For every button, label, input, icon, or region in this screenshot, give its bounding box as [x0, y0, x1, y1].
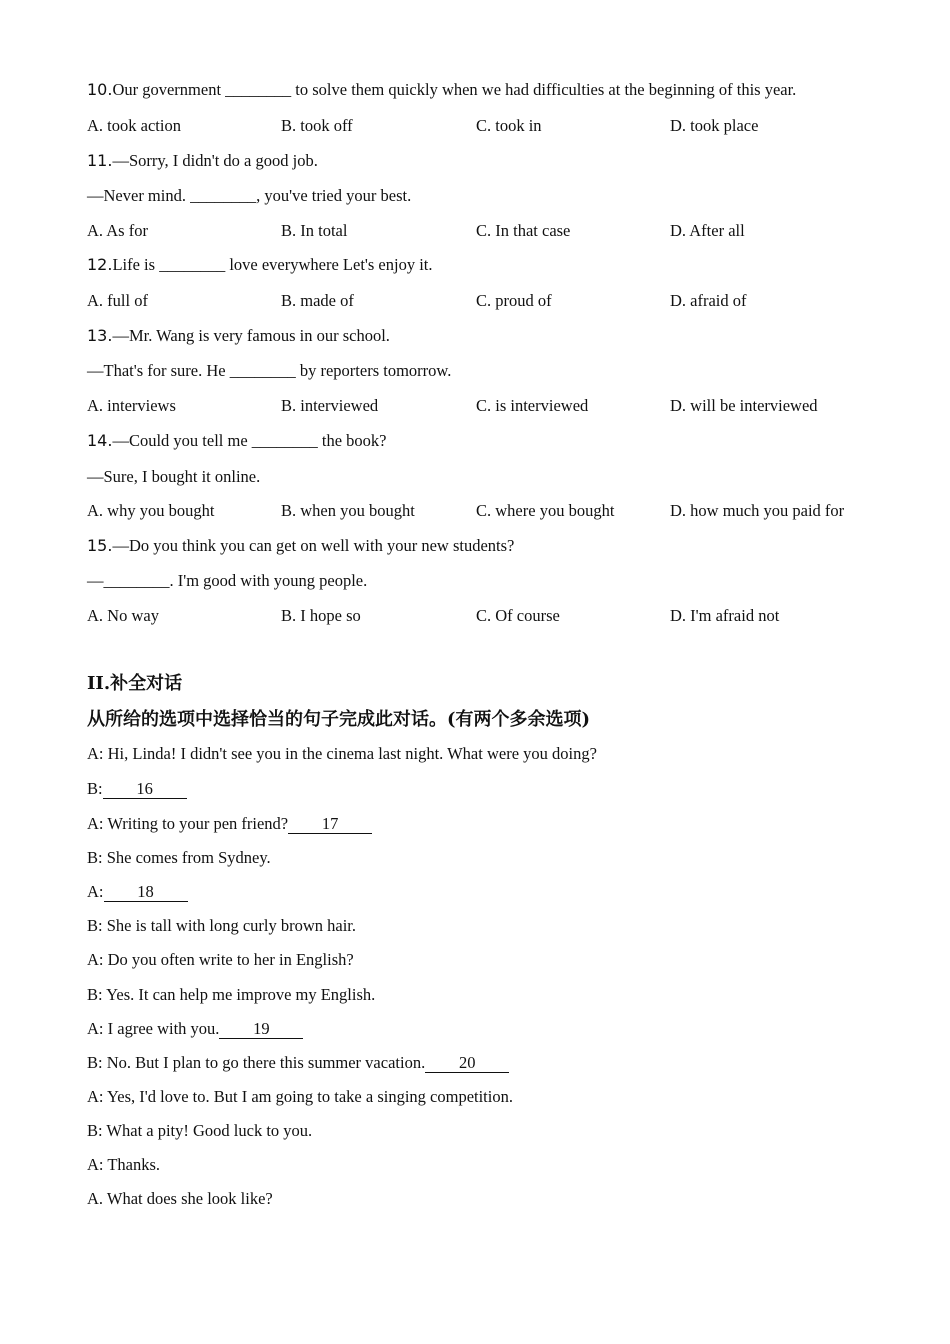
option-c: C. In that case: [476, 221, 571, 240]
question-14: [87, 431, 387, 451]
dialogue-line: [87, 779, 187, 799]
question-text: —Sorry, I didn't do a good job.: [112, 151, 318, 170]
speaker-label: A:: [87, 882, 104, 901]
option-b: B. made of: [281, 291, 354, 310]
question-11-reply: [87, 186, 411, 206]
dialogue-line: B: She is tall with long curly brown hair.: [87, 916, 357, 935]
dialogue-line: [87, 882, 188, 902]
question-text: —Never mind. ________, you've tried your best.: [87, 186, 412, 205]
dialogue-line: A: Do you often write to her in English?: [87, 950, 354, 969]
option-d: D. afraid of: [670, 291, 747, 310]
dialogue-line: A: Yes, I'd love to. But I am going to take a singing competition.: [87, 1087, 513, 1106]
option-a: A. why you bought: [87, 501, 215, 520]
dialogue-line: B: Yes. It can help me improve my English.: [87, 985, 376, 1004]
option-a: A. full of: [87, 291, 148, 310]
option-c: C. proud of: [476, 291, 552, 310]
option-d: D. how much you paid for: [670, 501, 845, 520]
speaker-label: B:: [87, 779, 103, 798]
section-title: II.补全对话: [87, 673, 183, 694]
dialogue-line: B: She comes from Sydney.: [87, 848, 271, 867]
dialogue-text: A: I agree with you.: [87, 1019, 220, 1038]
option-a: A. No way: [87, 606, 159, 625]
dialogue-line: [87, 1019, 303, 1039]
section-instruction: 从所给的选项中选择恰当的句子完成此对话。(有两个多余选项): [87, 709, 591, 730]
option-d: D. will be interviewed: [670, 396, 818, 415]
option-b: B. I hope so: [281, 606, 361, 625]
option-a: A. took action: [87, 116, 181, 135]
question-13-reply: [87, 361, 451, 381]
question-15-reply: [87, 571, 367, 591]
question-text: —________. I'm good with young people.: [87, 571, 368, 590]
option-b: B. In total: [281, 221, 348, 240]
dialogue-line: B: What a pity! Good luck to you.: [87, 1121, 313, 1140]
blank-19[interactable]: 19: [219, 1020, 303, 1039]
question-10: [87, 80, 796, 100]
question-text: —Do you think you can get on well with your new students?: [112, 536, 515, 555]
option-c: C. where you bought: [476, 501, 615, 520]
option-a: A. interviews: [87, 396, 176, 415]
question-number: 11.: [87, 151, 113, 170]
option-b: B. when you bought: [281, 501, 415, 520]
blank-16[interactable]: 16: [103, 780, 187, 799]
question-text: —Could you tell me ________ the book?: [112, 431, 387, 450]
question-11: [87, 151, 318, 171]
question-text: Life is ________ love everywhere Let's enjoy it.: [112, 255, 433, 274]
dialogue-text: B: No. But I plan to go there this summer vacation.: [87, 1053, 426, 1072]
question-text: —Sure, I bought it online.: [87, 467, 261, 486]
question-number: 13.: [87, 326, 113, 345]
option-a: A. As for: [87, 221, 148, 240]
question-text: Our government ________ to solve them quickly when we had difficulties at the beginning of this year.: [112, 80, 797, 99]
dialogue-line: [87, 814, 372, 834]
option-d: D. I'm afraid not: [670, 606, 780, 625]
dialogue-line: [87, 1053, 509, 1073]
dialogue-text: A: Writing to your pen friend?: [87, 814, 289, 833]
option-b: B. interviewed: [281, 396, 379, 415]
answer-choice: A. What does she look like?: [87, 1189, 273, 1208]
option-b: B. took off: [281, 116, 353, 135]
question-number: 15.: [87, 536, 113, 555]
question-number: 12.: [87, 255, 113, 274]
blank-17[interactable]: 17: [288, 815, 372, 834]
option-c: C. is interviewed: [476, 396, 589, 415]
dialogue-line: A: Thanks.: [87, 1155, 161, 1174]
question-13: [87, 326, 390, 346]
option-c: C. Of course: [476, 606, 560, 625]
option-d: D. took place: [670, 116, 759, 135]
dialogue-line: A: Hi, Linda! I didn't see you in the cinema last night. What were you doing?: [87, 744, 597, 763]
question-12: [87, 255, 433, 275]
question-14-reply: [87, 467, 260, 487]
option-c: C. took in: [476, 116, 542, 135]
question-15: [87, 536, 514, 556]
blank-18[interactable]: 18: [104, 883, 188, 902]
question-number: 14.: [87, 431, 113, 450]
question-text: —Mr. Wang is very famous in our school.: [112, 326, 390, 345]
question-text: —That's for sure. He ________ by reporters tomorrow.: [87, 361, 452, 380]
question-number: 10.: [87, 80, 113, 99]
blank-20[interactable]: 20: [425, 1054, 509, 1073]
option-d: D. After all: [670, 221, 745, 240]
